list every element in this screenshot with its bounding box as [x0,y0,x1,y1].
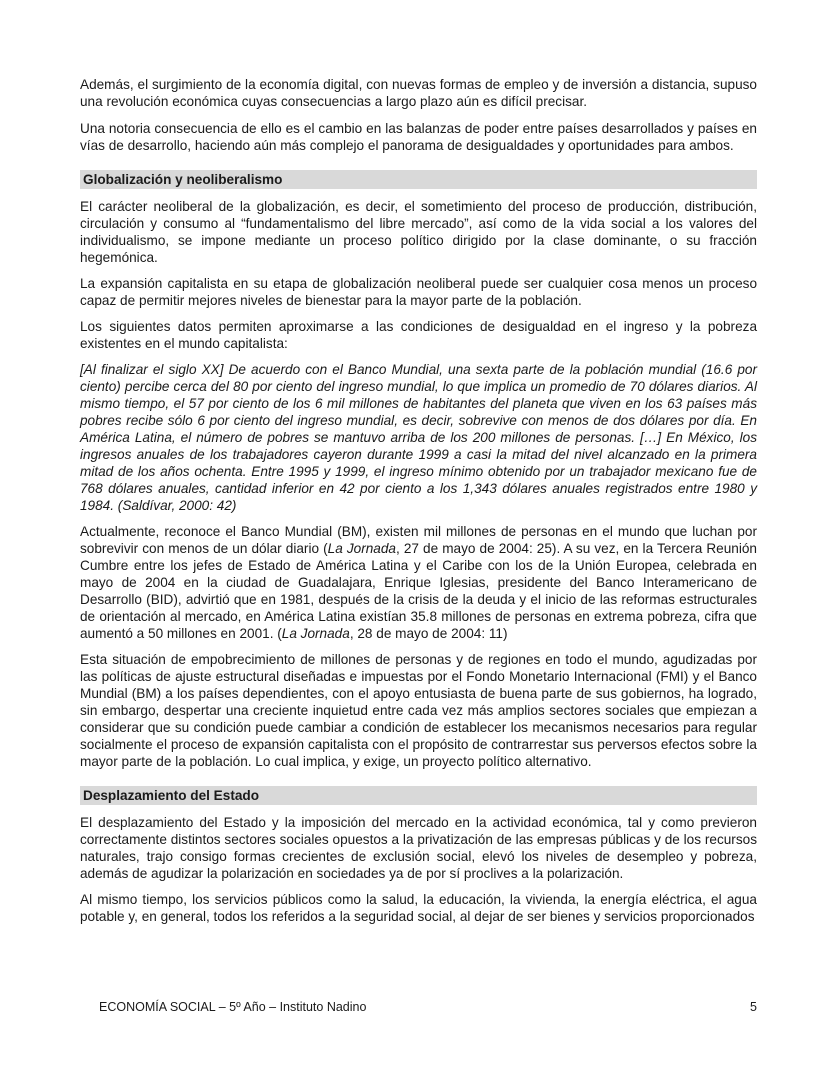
citation-source: La Jornada [327,541,396,556]
paragraph: Los siguientes datos permiten aproximarse a las condiciones de desigualdad en el ingreso y la pobreza existentes en el mundo capitalista: [80,319,757,351]
paragraph: La expansión capitalista en su etapa de globalización neoliberal puede ser cualquier cosa menos un proceso capaz de permitir mejores niveles de bienestar para la mayor parte de la población. [80,276,757,308]
paragraph: El desplazamiento del Estado y la imposición del mercado en la actividad económica, tal y como previeron correctamente distintos sectores sociales opuestos a la privatización de las empresas públicas y de los recursos naturales, trajo consigo formas crecientes de exclusión social, elevó los niveles de desempleo y pobreza, además de agudizar la polarización en sociedades ya de por sí proclives a la polarización. [80,815,757,881]
document-body [80,76,757,934]
paragraph: Además, el surgimiento de la economía digital, con nuevas formas de empleo y de inversión a distancia, supuso una revolución económica cuyas consecuencias a largo plazo aún es difícil precisar. [80,77,757,109]
page-number: 5 [750,1000,757,1014]
section-heading: Globalización y neoliberalismo [80,170,757,189]
paragraph-text: , 28 de mayo de 2004: 11) [349,626,508,641]
paragraph [80,523,757,642]
paragraph-text: , 27 de mayo de 2004: 25). A su vez, en la Tercera Reunión Cumbre entre los jefes de Estado de América Latina y el Caribe con los de la Unión Europea, celebrada en mayo de 2004 en la ciudad de Guadalajara, Enrique Iglesias, presidente del Banco Interamericano de Desarrollo (BID), advirtió que en 1981, después de la crisis de la deuda y el inicio de las reformas estructurales de orientación al mercado, en América Latina existían 35.8 millones de personas en extrema pobreza, cifra que aumentó a 50 millones en 2001. ( [80,541,757,641]
paragraph: Al mismo tiempo, los servicios públicos como la salud, la educación, la vivienda, la energía eléctrica, el agua potable y, en general, todos los referidos a la seguridad social, al dejar de ser bienes y servicios proporcionados [80,892,757,924]
paragraph-text: Actualmente, reconoce el Banco Mundial (BM), existen mil millones de personas en el mundo que luchan por sobrevivir con menos de un dólar diario ( [80,524,757,556]
block-quote: [Al finalizar el siglo XX] De acuerdo con el Banco Mundial, una sexta parte de la población mundial (16.6 por ciento) percibe cerca del 80 por ciento del ingreso mundial, lo que implica un promedio de 70 dólares diarios. Al mismo tiempo, el 57 por ciento de los 6 mil millones de habitantes del planeta que viven en los 63 países más pobres recibe sólo 6 por ciento del ingreso mundial, es decir, sobrevive con menos de dos dólares por día. En América Latina, el número de pobres se mantuvo arriba de los 200 millones de personas. […] En México, los ingresos anuales de los trabajadores cayeron durante 1999 a casi la mitad del nivel alcanzado en la primera mitad de los años ochenta. Entre 1995 y 1999, el ingreso mínimo obtenido por un trabajador mexicano fue de 768 dólares anuales, cantidad inferior en 42 por ciento a los 1,343 dólares anuales registrados entre 1980 y 1984. (Saldívar, 2000: 42) [80,362,757,513]
footer-text: ECONOMÍA SOCIAL – 5º Año – Instituto Nadino [99,1000,367,1014]
section-heading: Desplazamiento del Estado [80,786,757,805]
paragraph: Una notoria consecuencia de ello es el cambio en las balanzas de poder entre países desarrollados y países en vías de desarrollo, haciendo aún más complejo el panorama de desigualdades y oportunidades para ambos. [80,121,757,153]
paragraph: Esta situación de empobrecimiento de millones de personas y de regiones en todo el mundo, agudizadas por las políticas de ajuste estructural diseñadas e impuestas por el Fondo Monetario Internacional (FMI) y el Banco Mundial (BM) a los países dependientes, con el apoyo entusiasta de buena parte de sus gobiernos, ha logrado, sin embargo, despertar una creciente inquietud entre cada vez más amplios sectores sociales que empiezan a considerar que su condición puede cambiar a condición de establecer los mecanismos necesarios para regular socialmente el proceso de expansión capitalista con el propósito de contrarrestar sus perversos efectos sobre la mayor parte de la población. Lo cual implica, y exige, un proyecto político alternativo. [80,652,757,769]
paragraph: El carácter neoliberal de la globalización, es decir, el sometimiento del proceso de producción, distribución, circulación y consumo al “fundamentalismo del libre mercado”, así como de la vida social a los valores del individualismo, se impone mediante un proceso político dirigido por la clase dominante, o su fracción hegemónica. [80,199,757,265]
page-footer [99,1000,759,1014]
citation-source: La Jornada [281,626,350,641]
